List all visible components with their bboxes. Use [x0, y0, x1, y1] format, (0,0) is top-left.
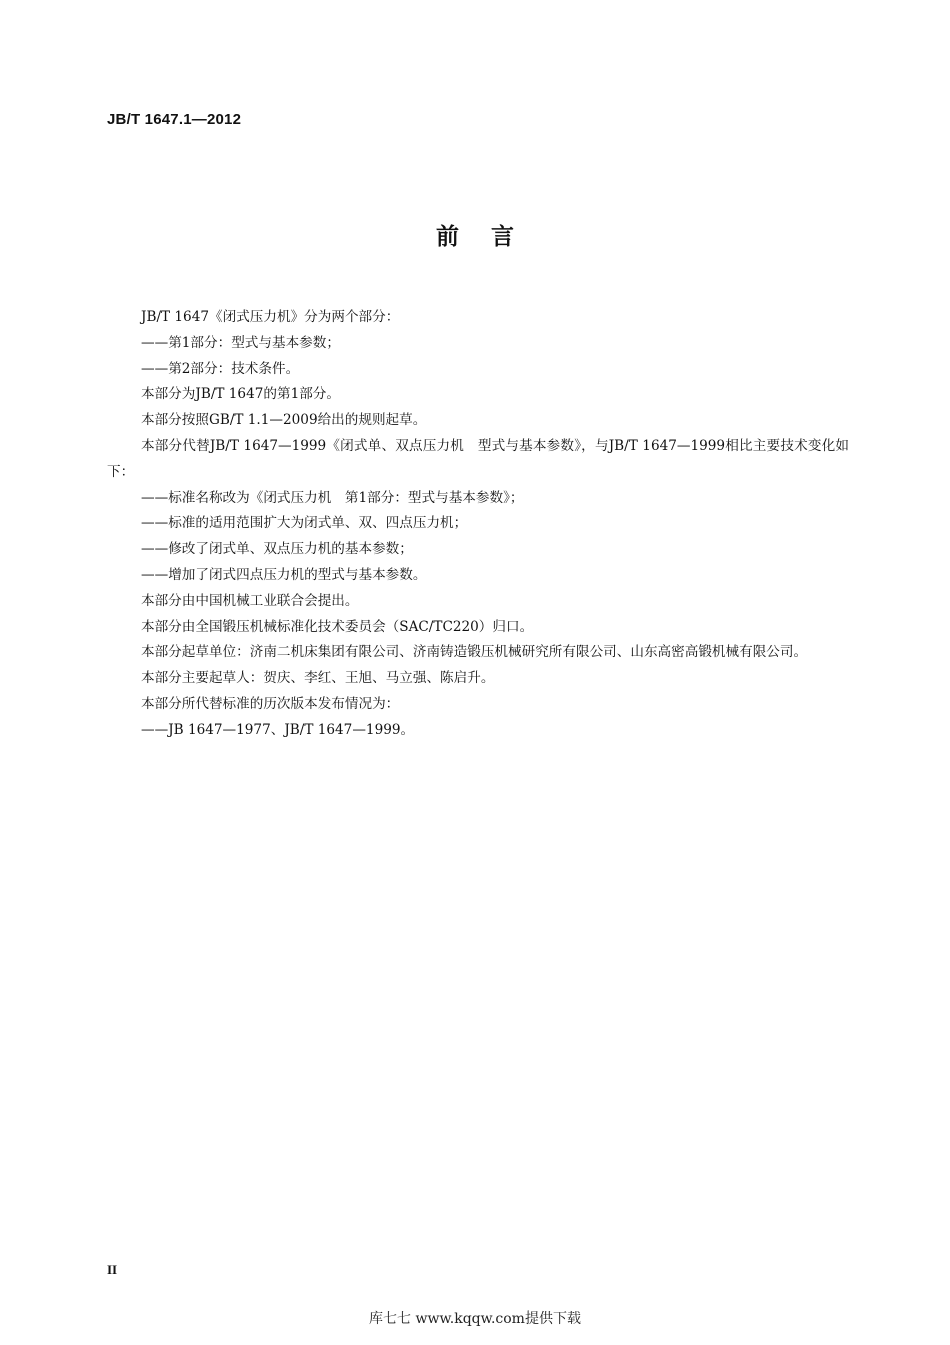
paragraph: 本部分主要起草人：贺庆、李红、王旭、马立强、陈启升。	[141, 670, 495, 687]
page-title: 前 言	[435, 224, 515, 250]
list-item: ——标准的适用范围扩大为闭式单、双、四点压力机；	[141, 515, 468, 532]
list-item: ——JB 1647—1977、JB/T 1647—1999。	[141, 721, 415, 738]
paragraph: 本部分起草单位：济南二机床集团有限公司、济南铸造锻压机械研究所有限公司、山东高密高锻机械有限公司。	[141, 644, 808, 661]
paragraph: 本部分由中国机械工业联合会提出。	[141, 592, 359, 609]
list-item: ——标准名称改为《闭式压力机 第1部分：型式与基本参数》；	[141, 489, 524, 506]
paragraph: 本部分所代替标准的历次版本发布情况为：	[141, 695, 400, 712]
paragraph: 本部分为JB/T 1647的第1部分。	[141, 386, 340, 403]
download-footer: 库七七 www.kqqw.com提供下载	[369, 1311, 581, 1327]
foreword-body	[107, 305, 849, 744]
paragraph: 本部分代替JB/T 1647—1999《闭式单、双点压力机 型式与基本参数》，与JB/T 1647—1999相比主要技术变化如下：	[107, 437, 849, 480]
list-item: ——第2部分：技术条件。	[141, 360, 300, 377]
list-item: ——第1部分：型式与基本参数；	[141, 334, 340, 351]
paragraph: 本部分按照GB/T 1.1—2009给出的规则起草。	[141, 412, 427, 429]
standard-code: JB/T 1647.1—2012	[107, 111, 242, 128]
list-item: ——修改了闭式单、双点压力机的基本参数；	[141, 541, 413, 558]
list-item: ——增加了闭式四点压力机的型式与基本参数。	[141, 566, 427, 583]
paragraph: JB/T 1647《闭式压力机》分为两个部分：	[141, 309, 400, 325]
page-number: II	[107, 1262, 118, 1277]
paragraph: 本部分由全国锻压机械标准化技术委员会（SAC/TC220）归口。	[141, 618, 534, 635]
